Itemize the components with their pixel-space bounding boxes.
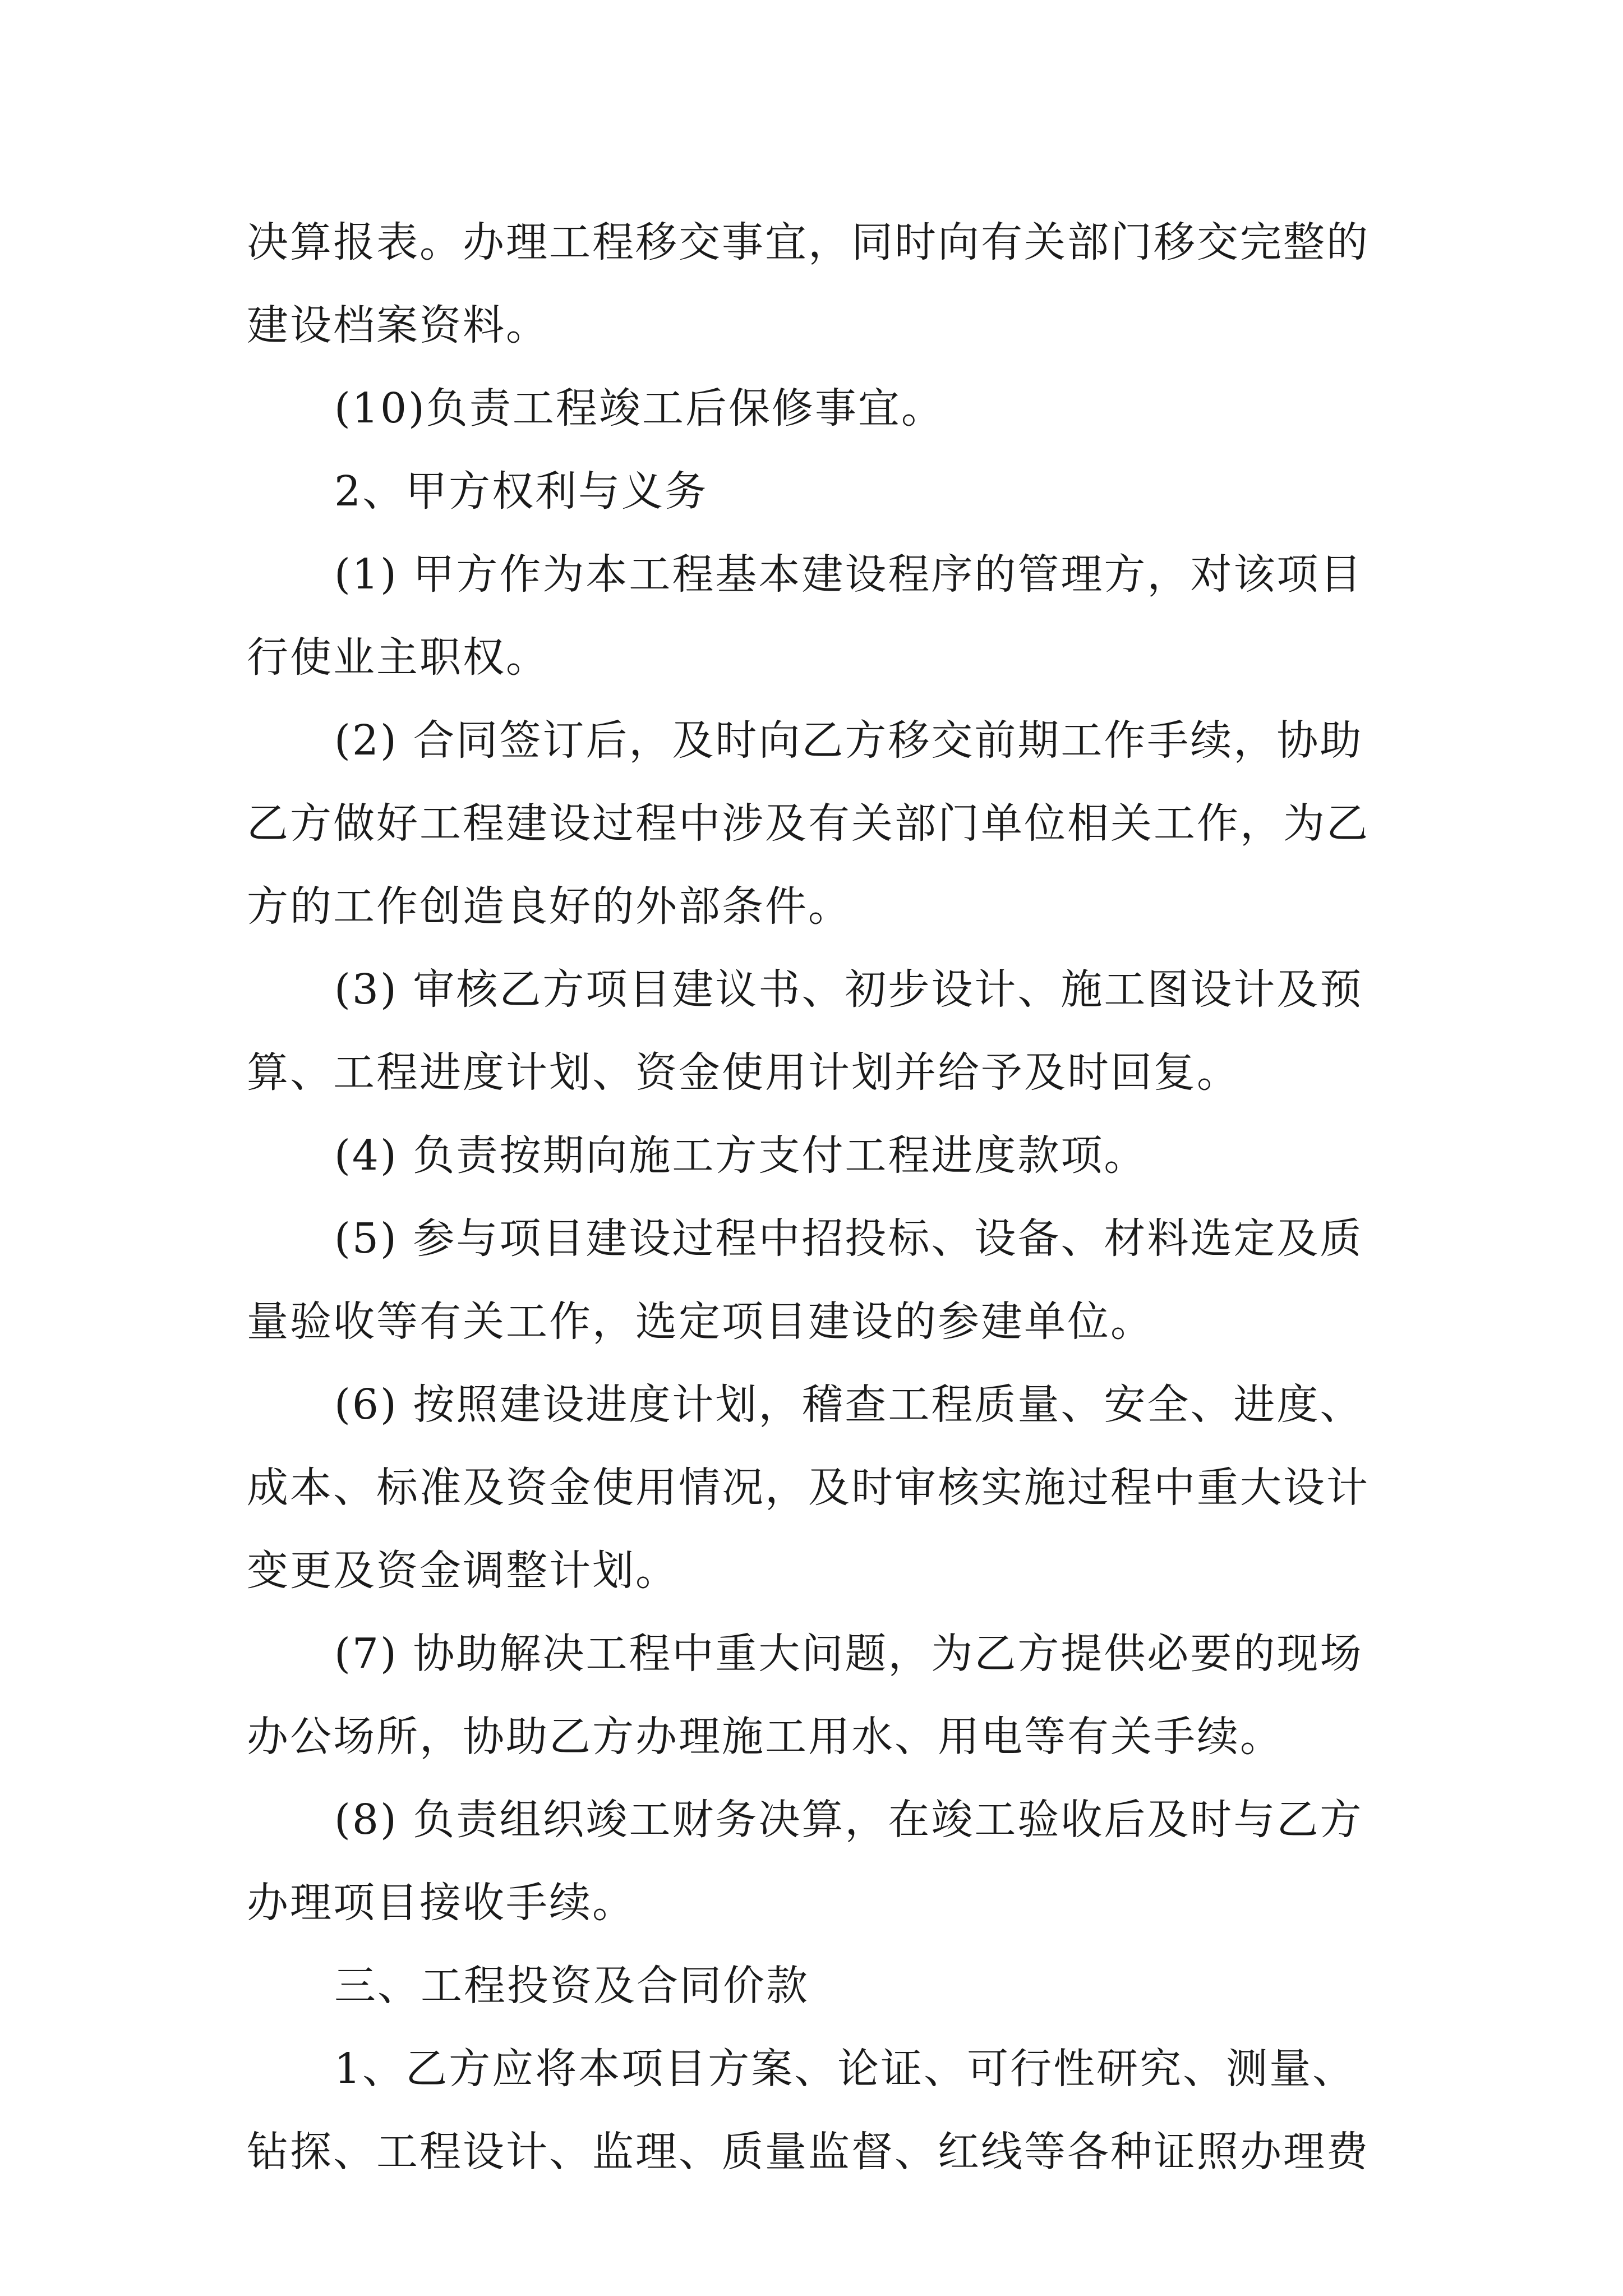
section-heading: 三、工程投资及合同价款 — [334, 1962, 809, 2010]
text-line: 1、乙方应将本项目方案、论证、可行性研究、测量、 — [334, 2045, 1356, 2093]
text-line: 决算报表。办理工程移交事宜，同时向有关部门移交完整的 — [247, 218, 1370, 266]
text-line: 建设档案资料。 — [247, 301, 549, 349]
text-line: 方的工作创造良好的外部条件。 — [247, 882, 851, 931]
text-line: 成本、标准及资金使用情况，及时审核实施过程中重大设计 — [247, 1464, 1370, 1512]
text-line: (8) 负责组织竣工财务决算，在竣工验收后及时与乙方 — [334, 1796, 1363, 1844]
text-line: 办理项目接收手续。 — [247, 1879, 635, 1927]
text-line: 乙方做好工程建设过程中涉及有关部门单位相关工作，为乙 — [247, 799, 1370, 848]
section-heading: 2、甲方权利与义务 — [334, 467, 708, 516]
text-line: (3) 审核乙方项目建议书、初步设计、施工图设计及预 — [334, 965, 1363, 1014]
text-line: 变更及资金调整计划。 — [247, 1547, 679, 1595]
text-line: (10)负责工程竣工后保修事宜。 — [334, 384, 944, 432]
text-line: 钻探、工程设计、监理、质量监督、红线等各种证照办理费 — [247, 2128, 1370, 2176]
text-line: (5) 参与项目建设过程中招投标、设备、材料选定及质 — [334, 1214, 1363, 1263]
text-line: 办公场所，协助乙方办理施工用水、用电等有关手续。 — [247, 1713, 1283, 1761]
text-line: (1) 甲方作为本工程基本建设程序的管理方，对该项目 — [334, 550, 1363, 599]
text-line: (6) 按照建设进度计划，稽查工程质量、安全、进度、 — [334, 1381, 1363, 1429]
text-line: 算、工程进度计划、资金使用计划并给予及时回复。 — [247, 1048, 1240, 1097]
text-line: (7) 协助解决工程中重大问题，为乙方提供必要的现场 — [334, 1630, 1363, 1678]
text-line: (2) 合同签订后，及时向乙方移交前期工作手续，协助 — [334, 716, 1363, 765]
text-line: 行使业主职权。 — [247, 633, 549, 682]
text-line: 量验收等有关工作，选定项目建设的参建单位。 — [247, 1297, 1154, 1346]
text-line: (4) 负责按期向施工方支付工程进度款项。 — [334, 1131, 1147, 1180]
